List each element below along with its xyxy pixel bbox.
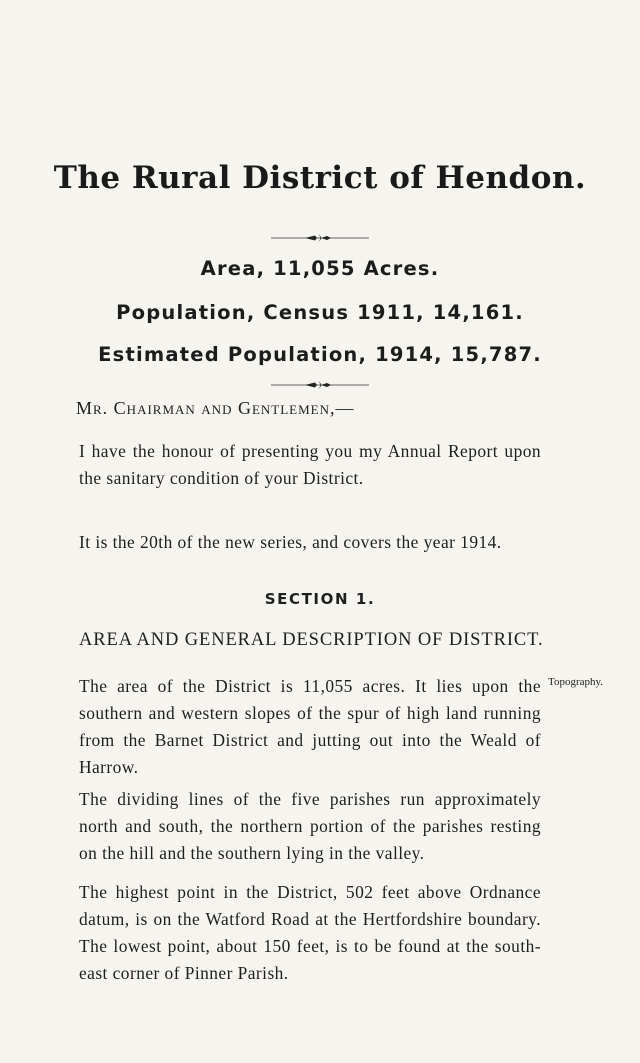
ornament-rule-icon: [271, 232, 369, 244]
paragraph-text: The dividing lines of the five parishes run approximately north and south, the northern portion of the parishes resting on the hill and the southern lying in the valley.: [79, 789, 541, 863]
margin-note-topography: Topography.: [548, 676, 604, 688]
paragraph-text: The highest point in the District, 502 feet above Ordnance datum, is on the Watford Road at the Hertfordshire boundary. The lowest point, about 150 feet, is to be found at the south-east corner of Pinner Parish.: [79, 882, 541, 983]
paragraph-text: The area of the District is 11,055 acres. It lies upon the southern and western slopes of the spur of high land running from the Barnet District and jutting out into the Weald of Harrow.: [79, 676, 541, 777]
area-description-heading: AREA AND GENERAL DESCRIPTION OF DISTRICT.: [79, 630, 544, 650]
paragraph-area: [79, 673, 541, 781]
population-census-statement: Population, Census 1911, 14,161.: [116, 301, 524, 324]
paragraph-text: It is the 20th of the new series, and covers the year 1914.: [79, 532, 502, 552]
ornament-rule-icon: [271, 379, 369, 391]
estimated-population-statement: Estimated Population, 1914, 15,787.: [98, 343, 542, 366]
section-heading: SECTION 1.: [264, 590, 376, 608]
document-title: The Rural District of Hendon.: [53, 160, 587, 196]
paragraph-parishes: [79, 786, 541, 867]
salutation: Mr. Chairman and Gentlemen,—: [76, 398, 355, 418]
area-statement: Area, 11,055 Acres.: [200, 257, 440, 280]
paragraph-text: I have the honour of presenting you my Annual Report upon the sanitary condition of your District.: [79, 441, 541, 488]
paragraph-report-intro: [79, 438, 541, 492]
paragraph-series: [79, 529, 541, 556]
ornament-divider-top: [0, 232, 640, 244]
paragraph-highest-point: [79, 879, 541, 987]
ornament-divider-bottom: [0, 379, 640, 391]
